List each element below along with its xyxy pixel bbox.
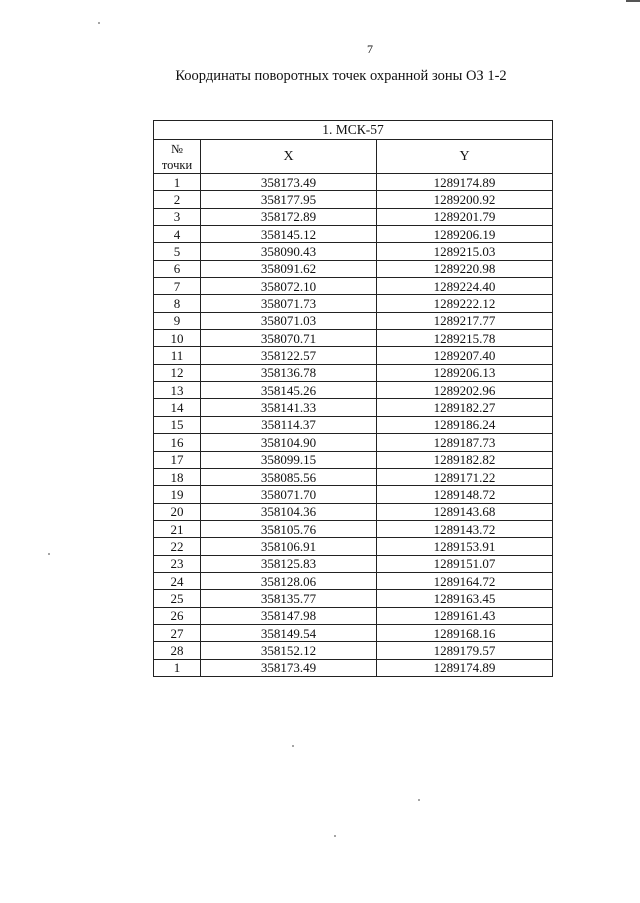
- x-coordinate-cell: 358072.10: [201, 278, 377, 295]
- point-number-cell: 2: [154, 191, 201, 208]
- table-row: [154, 486, 553, 503]
- point-number-header: [154, 140, 201, 174]
- x-coordinate-cell: 358147.98: [201, 607, 377, 624]
- table-row: [154, 295, 553, 312]
- y-coordinate-cell: 1289224.40: [377, 278, 553, 295]
- x-coordinate-cell: 358145.26: [201, 382, 377, 399]
- y-coordinate-cell: 1289161.43: [377, 607, 553, 624]
- point-number-cell: 10: [154, 330, 201, 347]
- x-coordinate-cell: 358173.49: [201, 659, 377, 676]
- x-coordinate-cell: 358177.95: [201, 191, 377, 208]
- y-coordinate-cell: 1289215.78: [377, 330, 553, 347]
- point-number-cell: 15: [154, 416, 201, 433]
- x-coordinate-cell: 358091.62: [201, 260, 377, 277]
- point-number-cell: 28: [154, 642, 201, 659]
- table-row: [154, 659, 553, 676]
- scan-speck: [98, 22, 100, 24]
- point-number-cell: 25: [154, 590, 201, 607]
- table-row: [154, 243, 553, 260]
- y-coordinate-cell: 1289187.73: [377, 434, 553, 451]
- y-coordinate-cell: 1289164.72: [377, 572, 553, 589]
- table-row: [154, 434, 553, 451]
- table-row: [154, 416, 553, 433]
- table-row: [154, 555, 553, 572]
- x-column-header: X: [201, 140, 377, 174]
- page-number: 7: [367, 42, 373, 56]
- table-row: [154, 642, 553, 659]
- point-number-cell: 17: [154, 451, 201, 468]
- scan-speck: [48, 553, 50, 555]
- x-coordinate-cell: 358122.57: [201, 347, 377, 364]
- x-coordinate-cell: 358114.37: [201, 416, 377, 433]
- point-number-cell: 11: [154, 347, 201, 364]
- x-coordinate-cell: 358071.70: [201, 486, 377, 503]
- scan-speck: [334, 835, 336, 837]
- y-coordinate-cell: 1289163.45: [377, 590, 553, 607]
- x-coordinate-cell: 358070.71: [201, 330, 377, 347]
- table-row: [154, 520, 553, 537]
- y-coordinate-cell: 1289179.57: [377, 642, 553, 659]
- y-coordinate-cell: 1289174.89: [377, 174, 553, 191]
- point-number-cell: 12: [154, 364, 201, 381]
- y-coordinate-cell: 1289182.82: [377, 451, 553, 468]
- table-row: [154, 624, 553, 641]
- table-row: [154, 330, 553, 347]
- y-coordinate-cell: 1289171.22: [377, 468, 553, 485]
- y-coordinate-cell: 1289143.68: [377, 503, 553, 520]
- y-coordinate-cell: 1289186.24: [377, 416, 553, 433]
- table-row: [154, 278, 553, 295]
- point-number-cell: 16: [154, 434, 201, 451]
- x-coordinate-cell: 358104.90: [201, 434, 377, 451]
- x-coordinate-cell: 358145.12: [201, 226, 377, 243]
- y-coordinate-cell: 1289220.98: [377, 260, 553, 277]
- point-number-cell: 6: [154, 260, 201, 277]
- x-coordinate-cell: 358105.76: [201, 520, 377, 537]
- x-coordinate-cell: 358104.36: [201, 503, 377, 520]
- table-row: [154, 312, 553, 329]
- point-number-cell: 14: [154, 399, 201, 416]
- x-coordinate-cell: 358149.54: [201, 624, 377, 641]
- x-coordinate-cell: 358071.03: [201, 312, 377, 329]
- table-row: [154, 191, 553, 208]
- scan-speck: [292, 745, 294, 747]
- x-coordinate-cell: 358141.33: [201, 399, 377, 416]
- point-number-cell: 23: [154, 555, 201, 572]
- table-row: [154, 226, 553, 243]
- y-coordinate-cell: 1289168.16: [377, 624, 553, 641]
- x-coordinate-cell: 358071.73: [201, 295, 377, 312]
- x-coordinate-cell: 358173.49: [201, 174, 377, 191]
- y-coordinate-cell: 1289148.72: [377, 486, 553, 503]
- scan-speck: [418, 799, 420, 801]
- coordinates-table: [153, 120, 553, 677]
- point-number-cell: 7: [154, 278, 201, 295]
- table-row: [154, 538, 553, 555]
- y-coordinate-cell: 1289151.07: [377, 555, 553, 572]
- table-row: [154, 364, 553, 381]
- point-number-symbol: №: [171, 141, 183, 156]
- point-number-word: точки: [161, 157, 193, 172]
- x-coordinate-cell: 358152.12: [201, 642, 377, 659]
- x-coordinate-cell: 358136.78: [201, 364, 377, 381]
- point-number-cell: 19: [154, 486, 201, 503]
- x-coordinate-cell: 358099.15: [201, 451, 377, 468]
- point-number-cell: 1: [154, 174, 201, 191]
- table-row: [154, 607, 553, 624]
- y-coordinate-cell: 1289143.72: [377, 520, 553, 537]
- x-coordinate-cell: 358090.43: [201, 243, 377, 260]
- table-row: [154, 503, 553, 520]
- y-coordinate-cell: 1289201.79: [377, 208, 553, 225]
- point-number-cell: 1: [154, 659, 201, 676]
- coordinate-system-row: [154, 121, 553, 140]
- point-number-cell: 20: [154, 503, 201, 520]
- point-number-cell: 8: [154, 295, 201, 312]
- point-number-cell: 24: [154, 572, 201, 589]
- point-number-cell: 5: [154, 243, 201, 260]
- y-coordinate-cell: 1289182.27: [377, 399, 553, 416]
- x-coordinate-cell: 358106.91: [201, 538, 377, 555]
- table-row: [154, 382, 553, 399]
- table-row: [154, 451, 553, 468]
- y-coordinate-cell: 1289222.12: [377, 295, 553, 312]
- table-header-row: [154, 140, 553, 174]
- y-coordinate-cell: 1289174.89: [377, 659, 553, 676]
- y-coordinate-cell: 1289202.96: [377, 382, 553, 399]
- x-coordinate-cell: 358128.06: [201, 572, 377, 589]
- y-coordinate-cell: 1289207.40: [377, 347, 553, 364]
- y-coordinate-cell: 1289206.13: [377, 364, 553, 381]
- x-coordinate-cell: 358172.89: [201, 208, 377, 225]
- y-coordinate-cell: 1289206.19: [377, 226, 553, 243]
- table-row: [154, 174, 553, 191]
- y-coordinate-cell: 1289153.91: [377, 538, 553, 555]
- point-number-cell: 27: [154, 624, 201, 641]
- table-row: [154, 572, 553, 589]
- table-row: [154, 260, 553, 277]
- table-row: [154, 468, 553, 485]
- table-row: [154, 347, 553, 364]
- y-coordinate-cell: 1289215.03: [377, 243, 553, 260]
- point-number-cell: 18: [154, 468, 201, 485]
- point-number-cell: 3: [154, 208, 201, 225]
- x-coordinate-cell: 358135.77: [201, 590, 377, 607]
- y-column-header: Y: [377, 140, 553, 174]
- table-row: [154, 399, 553, 416]
- scan-edge-mark: [626, 0, 640, 2]
- point-number-cell: 13: [154, 382, 201, 399]
- point-number-cell: 22: [154, 538, 201, 555]
- table-row: [154, 590, 553, 607]
- table-row: [154, 208, 553, 225]
- x-coordinate-cell: 358125.83: [201, 555, 377, 572]
- point-number-cell: 9: [154, 312, 201, 329]
- point-number-cell: 21: [154, 520, 201, 537]
- coordinate-system-label: 1. МСК-57: [154, 121, 553, 140]
- page-title: Координаты поворотных точек охранной зоны ОЗ 1-2: [175, 68, 507, 84]
- point-number-cell: 26: [154, 607, 201, 624]
- x-coordinate-cell: 358085.56: [201, 468, 377, 485]
- y-coordinate-cell: 1289217.77: [377, 312, 553, 329]
- y-coordinate-cell: 1289200.92: [377, 191, 553, 208]
- point-number-cell: 4: [154, 226, 201, 243]
